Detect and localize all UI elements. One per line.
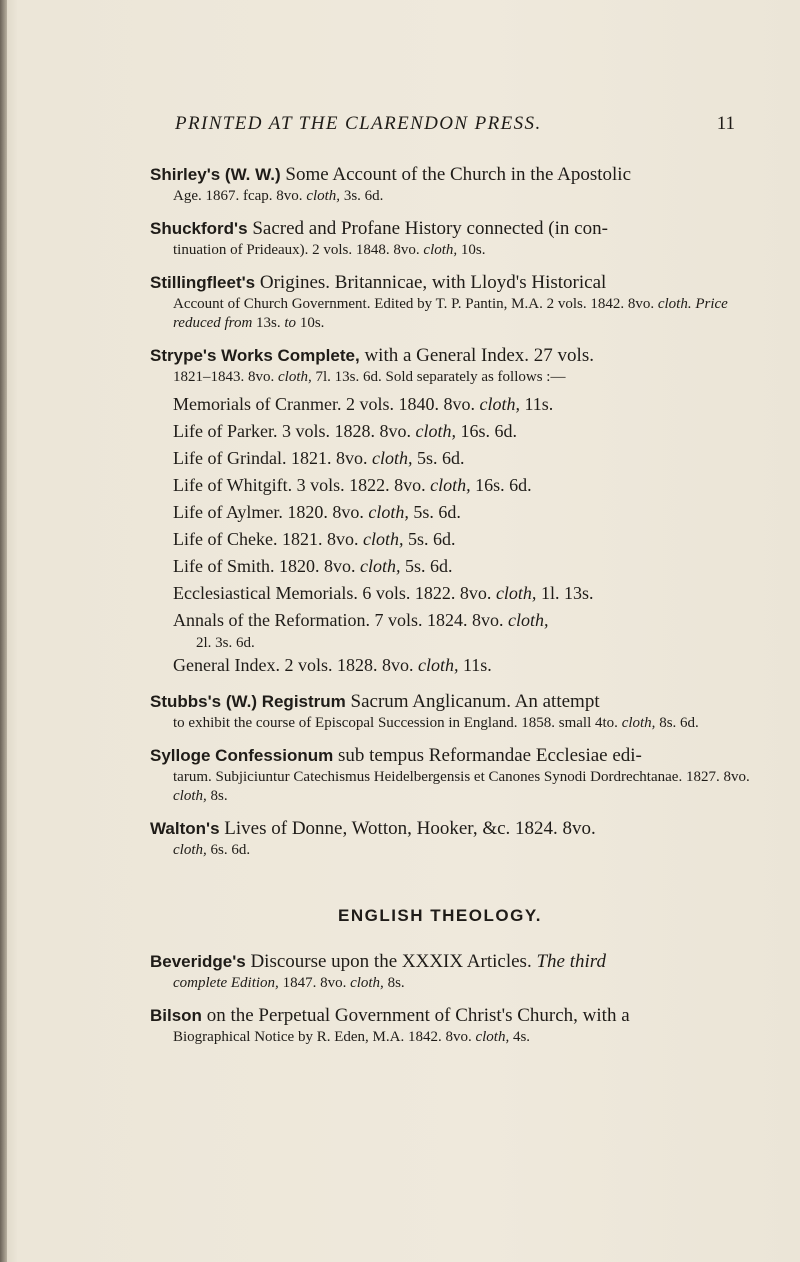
sub-item-binding: cloth,: [368, 502, 409, 522]
entry-author: Stillingfleet's: [150, 273, 256, 292]
running-header: [175, 113, 735, 135]
entry-edition-cont: complete Edition,: [173, 975, 279, 991]
sub-item-binding: cloth,: [417, 655, 459, 675]
entry-author: Shirley's (W. W.): [150, 165, 281, 184]
sub-item-price: 5s. 6d.: [403, 529, 456, 549]
entry-walton: [150, 817, 750, 860]
header-title: PRINTED AT THE CLARENDON PRESS.: [175, 113, 542, 134]
entry-author: Strype's Works Complete,: [150, 346, 360, 365]
entry-details: to exhibit the course of Episcopal Succession in England. 1858. small 4to.: [173, 715, 622, 731]
page-gutter-shadow: [0, 0, 7, 1262]
entry-title: with a General Index. 27 vols.: [359, 345, 594, 366]
entry-author: Stubbs's (W.) Registrum: [150, 692, 346, 711]
entry-title: on the Perpetual Government of Christ's Church, with a: [201, 1005, 630, 1026]
entry-price: 10s.: [457, 242, 486, 258]
entry-title: Some Account of the Church in the Apostolic: [280, 164, 632, 185]
entry-shirley: [150, 163, 750, 206]
sub-item-price-continued: 2l. 3s. 6d.: [196, 635, 255, 651]
entry-sylloge: [150, 744, 750, 806]
sub-item-binding: cloth,: [360, 556, 401, 576]
sub-item-binding: cloth,: [415, 421, 456, 441]
sub-item-binding: cloth,: [371, 448, 413, 468]
entry-price: 6s. 6d.: [206, 842, 251, 858]
entry-beveridge: [150, 950, 750, 993]
entry-stillingfleet: [150, 271, 750, 333]
entry-price: 4s.: [509, 1029, 531, 1045]
entry-strype: [150, 344, 750, 679]
list-item: [173, 472, 750, 499]
entry-price-reduced: 10s.: [296, 315, 325, 331]
entry-edition: The third: [531, 951, 606, 972]
catalogue-content: [150, 163, 750, 1058]
entry-details: Age. 1867. fcap. 8vo.: [173, 188, 307, 204]
entry-author: Bilson: [150, 1006, 202, 1025]
entry-price: 7l. 13s. 6d. Sold separately as follows :—: [311, 369, 566, 385]
sub-item-binding: cloth,: [507, 610, 549, 630]
list-item: [173, 526, 750, 553]
list-item: [173, 553, 750, 580]
entry-title: sub tempus Reformandae Ecclesiae edi-: [333, 745, 642, 766]
entry-details: Biographical Notice by R. Eden, M.A. 1842. 8vo.: [173, 1029, 476, 1045]
entry-details: tinuation of Prideaux). 2 vols. 1848. 8vo.: [173, 242, 424, 258]
list-item: [173, 445, 750, 472]
sub-item-title: Annals of the Reformation. 7 vols. 1824. 8vo.: [173, 610, 508, 630]
sub-item-price: 11s.: [519, 394, 554, 414]
page-number: 11: [716, 113, 735, 134]
entry-binding: cloth,: [621, 715, 656, 731]
sub-item-price: 5s. 6d.: [412, 448, 465, 468]
entry-stubbs: [150, 690, 750, 733]
sub-item-price: 5s. 6d.: [400, 556, 453, 576]
entry-binding: cloth,: [278, 369, 312, 385]
sub-item-binding: cloth,: [362, 529, 404, 549]
entry-bilson: [150, 1004, 750, 1047]
entry-title: Lives of Donne, Wotton, Hooker, &c. 1824. 8vo.: [219, 818, 596, 839]
sub-item-price: 1l. 13s.: [536, 583, 594, 603]
sub-item-price: 16s. 6d.: [470, 475, 532, 495]
sub-item-price: 16s. 6d.: [455, 421, 517, 441]
sub-item-title: General Index. 2 vols. 1828. 8vo.: [173, 655, 418, 675]
sub-item-title: Life of Smith. 1820. 8vo.: [173, 556, 360, 576]
list-item: [173, 391, 750, 418]
entry-title: Origines. Britannicae, with Lloyd's Historical: [255, 272, 607, 293]
entry-price: 8s. 6d.: [655, 715, 699, 731]
entry-author: Shuckford's: [150, 219, 248, 238]
entry-details: tarum. Subjiciuntur Catechismus Heidelbergensis et Canones Synodi Dordrechtanae. 1827. 8vo.: [173, 769, 750, 785]
sub-item-binding: cloth,: [495, 583, 537, 603]
entry-price: 8s.: [383, 975, 405, 991]
list-item: [173, 652, 750, 679]
sub-item-price: 5s. 6d.: [408, 502, 461, 522]
sub-item-title: Memorials of Cranmer. 2 vols. 1840. 8vo.: [173, 394, 480, 414]
entry-binding: cloth,: [475, 1029, 510, 1045]
entry-price: 3s. 6d.: [340, 188, 384, 204]
sub-item-title: Life of Whitgift. 3 vols. 1822. 8vo.: [173, 475, 431, 495]
entry-binding: cloth,: [306, 188, 341, 204]
strype-sub-list: [150, 391, 750, 679]
sub-item-binding: cloth,: [479, 394, 520, 414]
entry-binding: cloth,: [350, 975, 384, 991]
entry-author: Walton's: [150, 819, 220, 838]
entry-title: Discourse upon the XXXIX Articles.: [245, 951, 532, 972]
sub-item-title: Life of Grindal. 1821. 8vo.: [173, 448, 372, 468]
sub-item-title: Life of Aylmer. 1820. 8vo.: [173, 502, 369, 522]
list-item: [173, 499, 750, 526]
entry-author: Sylloge Confessionum: [150, 746, 334, 765]
entry-shuckford: [150, 217, 750, 260]
entry-binding: cloth,: [423, 242, 458, 258]
sub-item-price: 11s.: [458, 655, 492, 675]
list-item: [173, 580, 750, 607]
sub-item-binding: cloth,: [430, 475, 471, 495]
entry-title: Sacrum Anglicanum. An attempt: [345, 691, 600, 712]
list-item: [173, 607, 750, 652]
entry-binding: cloth,: [173, 842, 207, 858]
entry-price: 8s.: [206, 788, 228, 804]
sub-item-title: Life of Cheke. 1821. 8vo.: [173, 529, 363, 549]
section-title: ENGLISH THEOLOGY.: [337, 906, 543, 925]
entry-binding: cloth. Price reduced from: [173, 296, 728, 331]
sub-item-title: Ecclesiastical Memorials. 6 vols. 1822. 8vo.: [173, 583, 496, 603]
entry-price: 13s.: [252, 315, 285, 331]
entry-title: Sacred and Profane History connected (in con-: [247, 218, 608, 239]
entry-price-note: to: [284, 315, 297, 331]
entry-details: 1821–1843. 8vo.: [173, 369, 278, 385]
sub-item-title: Life of Parker. 3 vols. 1828. 8vo.: [173, 421, 416, 441]
entry-binding: cloth,: [173, 788, 207, 804]
list-item: [173, 418, 750, 445]
entry-author: Beveridge's: [150, 952, 246, 971]
entry-details: 1847. 8vo.: [278, 975, 351, 991]
entry-details: Account of Church Government. Edited by T. P. Pantin, M.A. 2 vols. 1842. 8vo.: [173, 296, 658, 312]
